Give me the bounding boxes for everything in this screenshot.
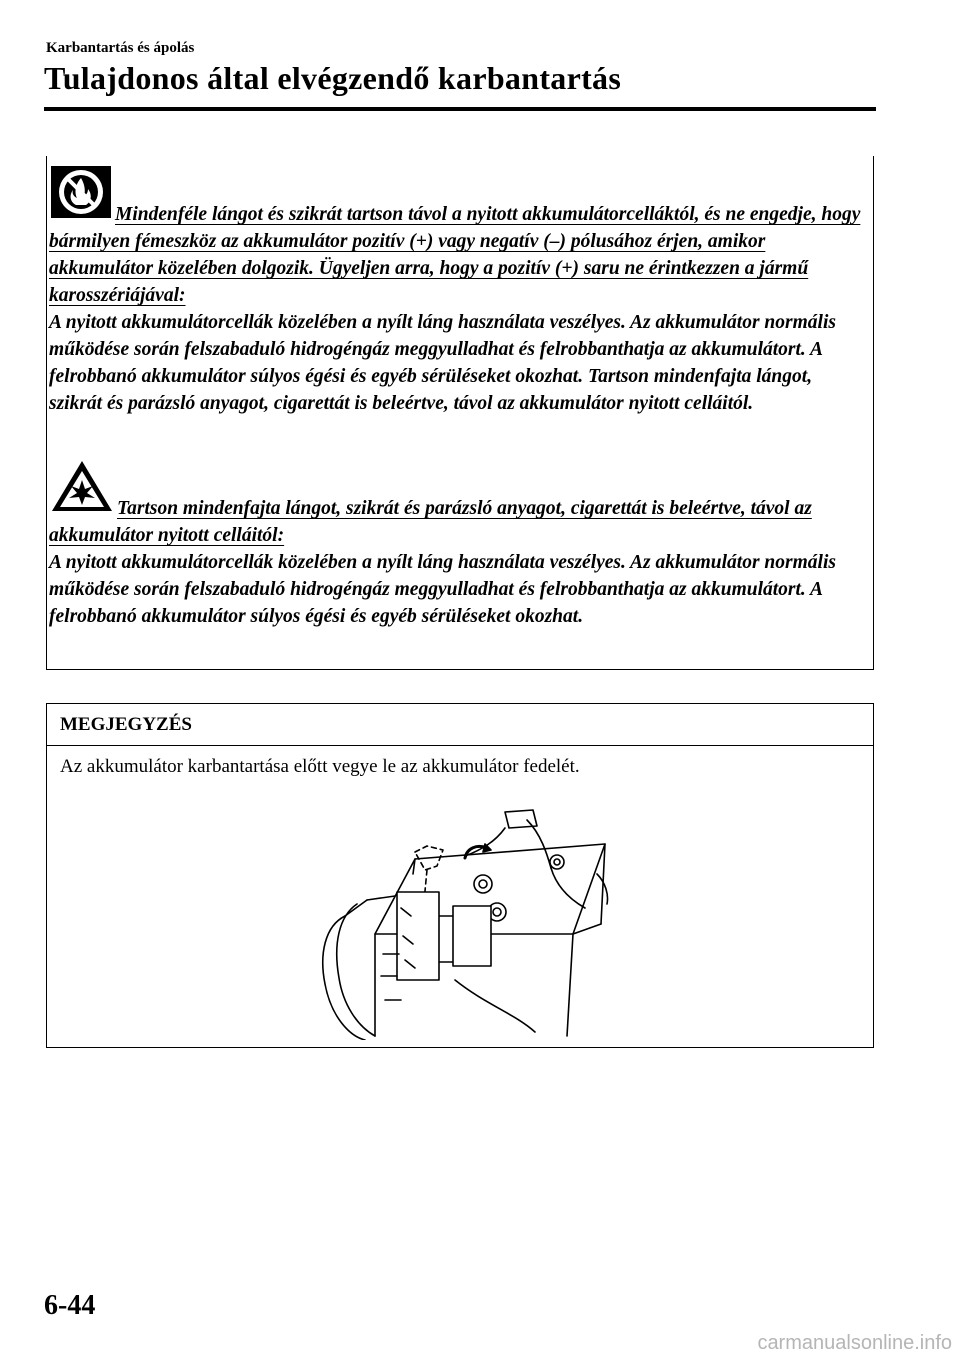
warning-flame-body: A nyitott akkumulátorcellák közelében a nyílt láng használata veszélyes. Az akkumulátor normális működése során felszabaduló hidrogéngáz meggyulladhat és felrobbanthatja az akkumulátort. A felrobbanó akkumulátor súlyos égési és egyéb sérüléseket okozhat. Tartson mindenfajta lángot, szikrát és parázsló anyagot, cigarettát is beleértve, távol az akkumulátor nyitott celláitól. (49, 312, 836, 414)
note-box (46, 703, 874, 1048)
warning-explosion-heading: Tartson mindenfajta lángot, szikrát és parázsló anyagot, cigarettát is beleértve, távol az akkumulátor nyitott celláitól: (49, 498, 812, 546)
no-flame-icon (49, 164, 113, 228)
watermark: carmanualsonline.info (757, 1332, 952, 1354)
battery-cover-illustration (305, 804, 625, 1040)
warning-flame-heading: Mindenféle lángot és szikrát tartson távol a nyitott akkumulátorcelláktól, és ne engedje, hogy bármilyen fémeszköz az akkumulátor pozitív (+) vagy negatív (–) pólusához érjen, amikor akkumulátor közelében dolgozik. Ügyeljen arra, hogy a pozitív (+) saru ne érintkezzen a jármű karosszériájával: (49, 204, 861, 306)
note-text: Az akkumulátor karbantartása előtt vegye le az akkumulátor fedelét. (60, 756, 580, 777)
section-label: Karbantartás és ápolás (46, 40, 195, 56)
warning-flame (49, 164, 861, 417)
page-number: 6-44 (44, 1290, 96, 1321)
warning-explosion (49, 458, 861, 630)
note-title: MEGJEGYZÉS (47, 704, 873, 746)
explosion-warning-icon (49, 458, 115, 522)
warning-box (46, 156, 874, 670)
page-title: Tulajdonos által elvégzendő karbantartás (44, 60, 622, 96)
title-divider (44, 107, 876, 111)
warning-explosion-body: A nyitott akkumulátorcellák közelében a nyílt láng használata veszélyes. Az akkumulátor normális működése során felszabaduló hidrogéngáz meggyulladhat és felrobbanthatja az akkumulátort. A felrobbanó akkumulátor súlyos égési és egyéb sérüléseket okozhat. (49, 552, 836, 627)
